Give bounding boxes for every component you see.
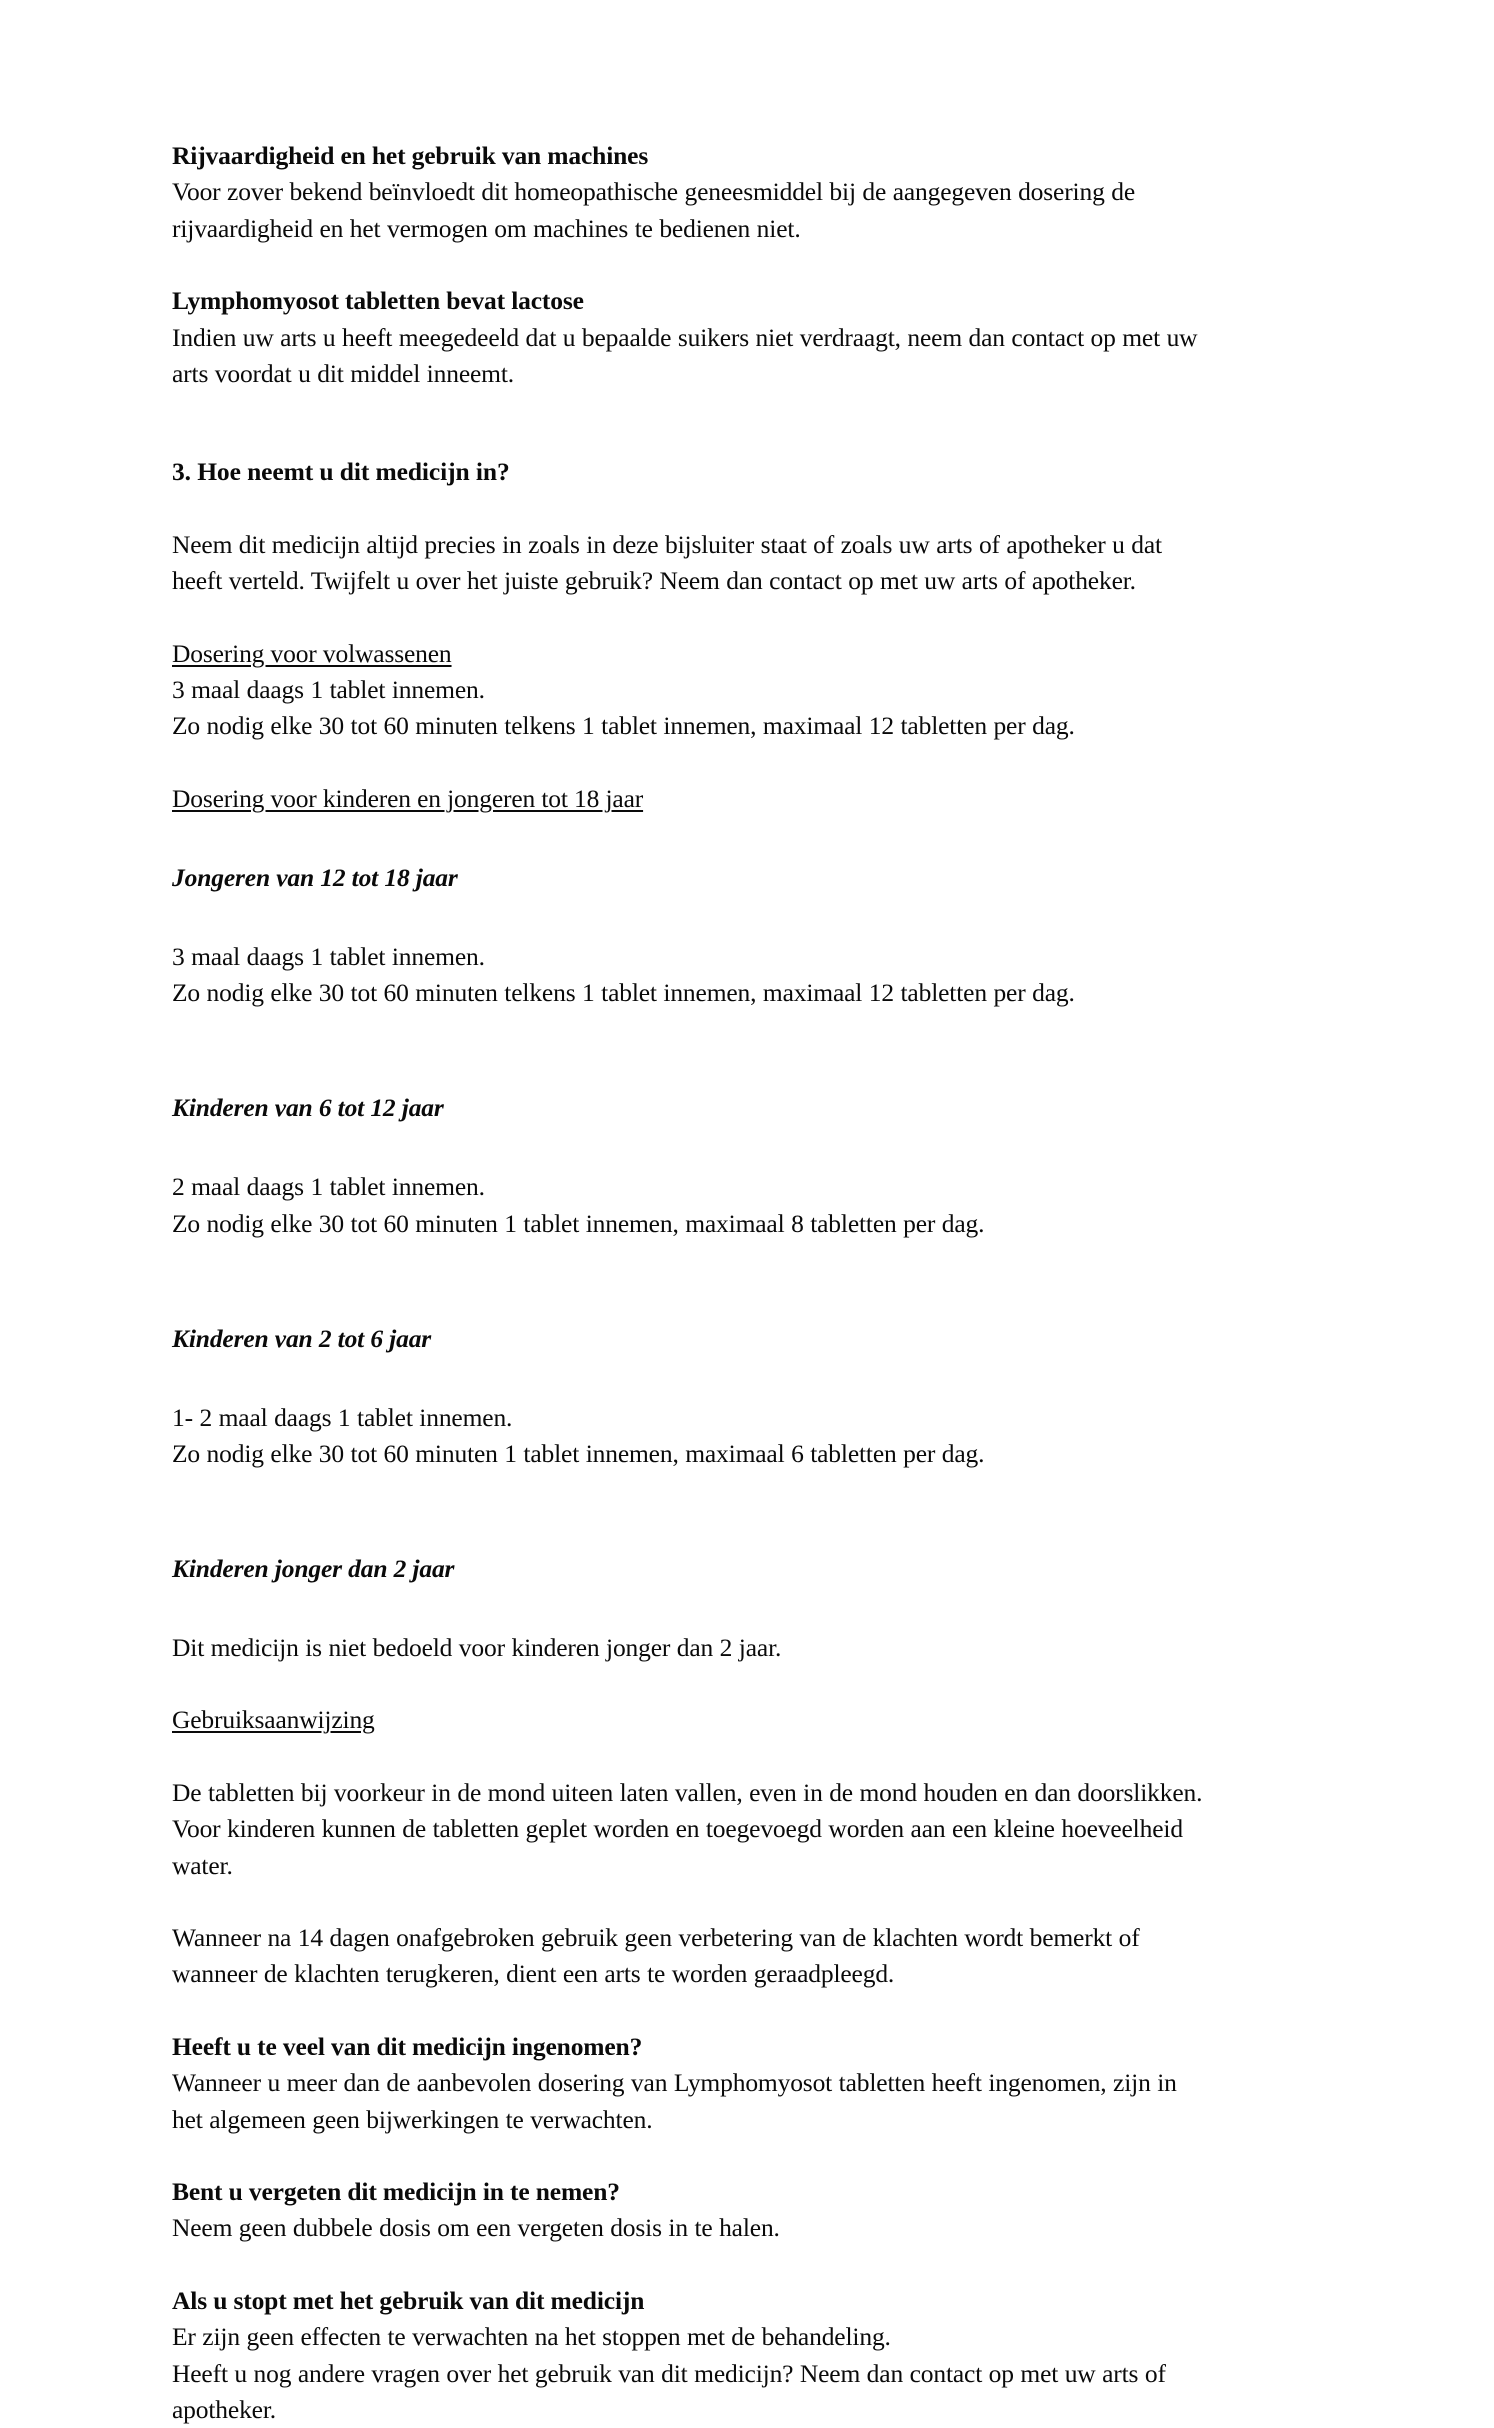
heading-forgotten-dose: Bent u vergeten dit medicijn in te nemen? bbox=[172, 2177, 620, 2207]
paragraph-stopping-line-1: Er zijn geen effecten te verwachten na het stoppen met de behandeling. bbox=[172, 2322, 891, 2352]
spacer bbox=[172, 1993, 1292, 2029]
paragraph-stopping-line-2: Heeft u nog andere vragen over het gebruik van dit medicijn? Neem dan contact op met uw arts of bbox=[172, 2358, 1166, 2388]
paragraph-dosing-6-12-line-2: Zo nodig elke 30 tot 60 minuten 1 tablet innemen, maximaal 8 tabletten per dag. bbox=[172, 1208, 985, 1238]
paragraph-usage-line-2: Voor kinderen kunnen de tabletten geplet worden en toegevoegd worden aan een kleine hoeveelheid bbox=[172, 1814, 1183, 1844]
heading-overdose: Heeft u te veel van dit medicijn ingenomen? bbox=[172, 2031, 643, 2061]
paragraph-dosing-under-2-line-1: Dit medicijn is niet bedoeld voor kinderen jonger dan 2 jaar. bbox=[172, 1632, 782, 1662]
spacer bbox=[172, 247, 1292, 283]
heading-stopping-treatment: Als u stopt met het gebruik van dit medicijn bbox=[172, 2285, 645, 2315]
heading-section-3: 3. Hoe neemt u dit medicijn in? bbox=[172, 457, 510, 487]
paragraph-fourteen-days-line-2: wanneer de klachten terugkeren, dient een arts te worden geraadpleegd. bbox=[172, 1959, 895, 1989]
paragraph-section3-intro-line-2: heeft verteld. Twijfelt u over het juiste gebruik? Neem dan contact op met uw arts of apotheker. bbox=[172, 566, 1136, 596]
paragraph-overdose-line-1: Wanneer u meer dan de aanbevolen dosering van Lymphomyosot tabletten heeft ingenomen, zijn in bbox=[172, 2068, 1177, 2098]
paragraph-lactose-line-2: arts voordat u dit middel inneemt. bbox=[172, 359, 514, 389]
spacer bbox=[172, 745, 1292, 781]
spacer bbox=[172, 491, 1292, 527]
paragraph-dosing-12-18-line-1: 3 maal daags 1 tablet innemen. bbox=[172, 941, 485, 971]
subheading-dosing-2-6: Kinderen van 2 tot 6 jaar bbox=[172, 1323, 432, 1353]
paragraph-dosing-6-12-line-1: 2 maal daags 1 tablet innemen. bbox=[172, 1172, 485, 1202]
spacer bbox=[172, 2247, 1292, 2283]
paragraph-dosing-2-6-line-1: 1- 2 maal daags 1 tablet innemen. bbox=[172, 1402, 513, 1432]
subheading-dosing-under-2: Kinderen jonger dan 2 jaar bbox=[172, 1553, 455, 1583]
paragraph-dosing-12-18-line-2: Zo nodig elke 30 tot 60 minuten telkens 1 tablet innemen, maximaal 12 tabletten per dag. bbox=[172, 978, 1075, 1008]
paragraph-driving-line-1: Voor zover bekend beïnvloedt dit homeopathische geneesmiddel bij de aangegeven dosering de bbox=[172, 177, 1135, 207]
paragraph-stopping-line-3: apotheker. bbox=[172, 2395, 276, 2425]
heading-dosing-adults: Dosering voor volwassenen bbox=[172, 638, 452, 668]
paragraph-section3-intro-line-1: Neem dit medicijn altijd precies in zoals in deze bijsluiter staat of zoals uw arts of apotheker u dat bbox=[172, 529, 1162, 559]
spacer bbox=[172, 1884, 1292, 1920]
spacer bbox=[172, 1242, 1292, 1278]
paragraph-fourteen-days-line-1: Wanneer na 14 dagen onafgebroken gebruik geen verbetering van de klachten wordt bemerkt of bbox=[172, 1923, 1140, 1952]
spacer bbox=[172, 1472, 1292, 1508]
paragraph-overdose-line-2: het algemeen geen bijwerkingen te verwachten. bbox=[172, 2104, 653, 2134]
heading-lactose: Lymphomyosot tabletten bevat lactose bbox=[172, 286, 584, 316]
subheading-dosing-12-18: Jongeren van 12 tot 18 jaar bbox=[172, 862, 458, 892]
paragraph-lactose-line-1: Indien uw arts u heeft meegedeeld dat u bepaalde suikers niet verdraagt, neem dan contact op met uw bbox=[172, 322, 1198, 352]
paragraph-dosing-adults-line-1: 3 maal daags 1 tablet innemen. bbox=[172, 675, 485, 705]
heading-dosing-children: Dosering voor kinderen en jongeren tot 18 jaar bbox=[172, 783, 644, 813]
subheading-dosing-6-12: Kinderen van 6 tot 12 jaar bbox=[172, 1093, 444, 1123]
spacer bbox=[172, 1739, 1292, 1775]
paragraph-dosing-2-6-line-2: Zo nodig elke 30 tot 60 minuten 1 tablet innemen, maximaal 6 tabletten per dag. bbox=[172, 1439, 985, 1468]
spacer bbox=[172, 2138, 1292, 2174]
spacer bbox=[172, 600, 1292, 636]
paragraph-driving-line-2: rijvaardigheid en het vermogen om machines te bedienen niet. bbox=[172, 213, 801, 243]
spacer bbox=[172, 392, 1292, 454]
paragraph-usage-line-3: water. bbox=[172, 1850, 233, 1880]
page-content bbox=[172, 138, 1292, 2428]
spacer bbox=[172, 1012, 1292, 1048]
paragraph-usage-line-1: De tabletten bij voorkeur in de mond uiteen laten vallen, even in de mond houden en dan doorslikken. bbox=[172, 1777, 1203, 1807]
heading-usage-instructions: Gebruiksaanwijzing bbox=[172, 1705, 375, 1735]
heading-driving-machines: Rijvaardigheid en het gebruik van machines bbox=[172, 141, 649, 170]
paragraph-forgotten-dose-line-1: Neem geen dubbele dosis om een vergeten dosis in te halen. bbox=[172, 2213, 780, 2243]
paragraph-dosing-adults-line-2: Zo nodig elke 30 tot 60 minuten telkens 1 tablet innemen, maximaal 12 tabletten per dag. bbox=[172, 711, 1075, 741]
spacer bbox=[172, 1666, 1292, 1702]
